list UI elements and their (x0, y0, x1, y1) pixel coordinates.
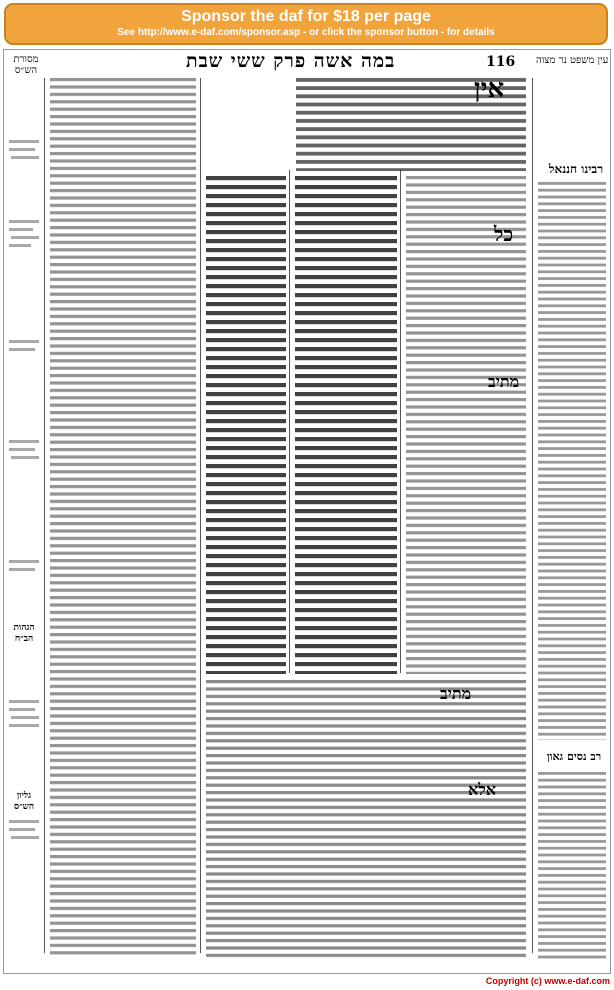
column-divider (289, 170, 290, 673)
ein-mishpat-label: עין משפט נר מצוה (536, 55, 609, 66)
tosafot-text-block (48, 76, 198, 956)
sponsor-subtitle[interactable]: See http://www.e-daf.com/sponsor.asp - or click the sponsor button - for details (117, 27, 495, 38)
opening-word: אין (474, 74, 505, 104)
copyright-link[interactable]: Copyright (c) www.e-daf.com (485, 976, 610, 986)
sponsor-banner[interactable] (4, 3, 608, 45)
lower-text-block (204, 678, 528, 958)
masoret-label: מסורת הש״ס (13, 54, 39, 76)
rabbeinu-chananel-heading: רבינו חננאל (548, 162, 604, 176)
keyword-matkif-2: מתיב (440, 684, 472, 703)
margin-notes-block (7, 140, 41, 940)
gilyon-heading: גליון הש״ס (13, 791, 35, 812)
page-number: 116 (486, 54, 516, 70)
hagahot-heading: הגהות הב״ח (13, 623, 35, 644)
talmud-page (3, 49, 611, 974)
sponsor-title[interactable]: Sponsor the daf for $18 per page (181, 8, 431, 25)
side-commentary-block (536, 180, 608, 740)
column-divider (200, 78, 201, 953)
column-divider (44, 78, 45, 953)
rav-nissim-gaon-heading: רב נסים גאון (546, 750, 602, 763)
keyword-matkif: מתיב (488, 372, 520, 391)
page-title: במה אשה פרק ששי שבת (186, 50, 396, 72)
column-divider (400, 170, 401, 673)
gemara-text-block (204, 174, 288, 674)
keyword-ela: אלא (468, 780, 497, 799)
column-divider (532, 78, 533, 953)
side-commentary-block (536, 770, 608, 960)
gemara-text-block (293, 174, 399, 674)
rashi-text-block (404, 174, 528, 674)
page-header (4, 50, 610, 74)
keyword-kol: כל (494, 222, 514, 246)
